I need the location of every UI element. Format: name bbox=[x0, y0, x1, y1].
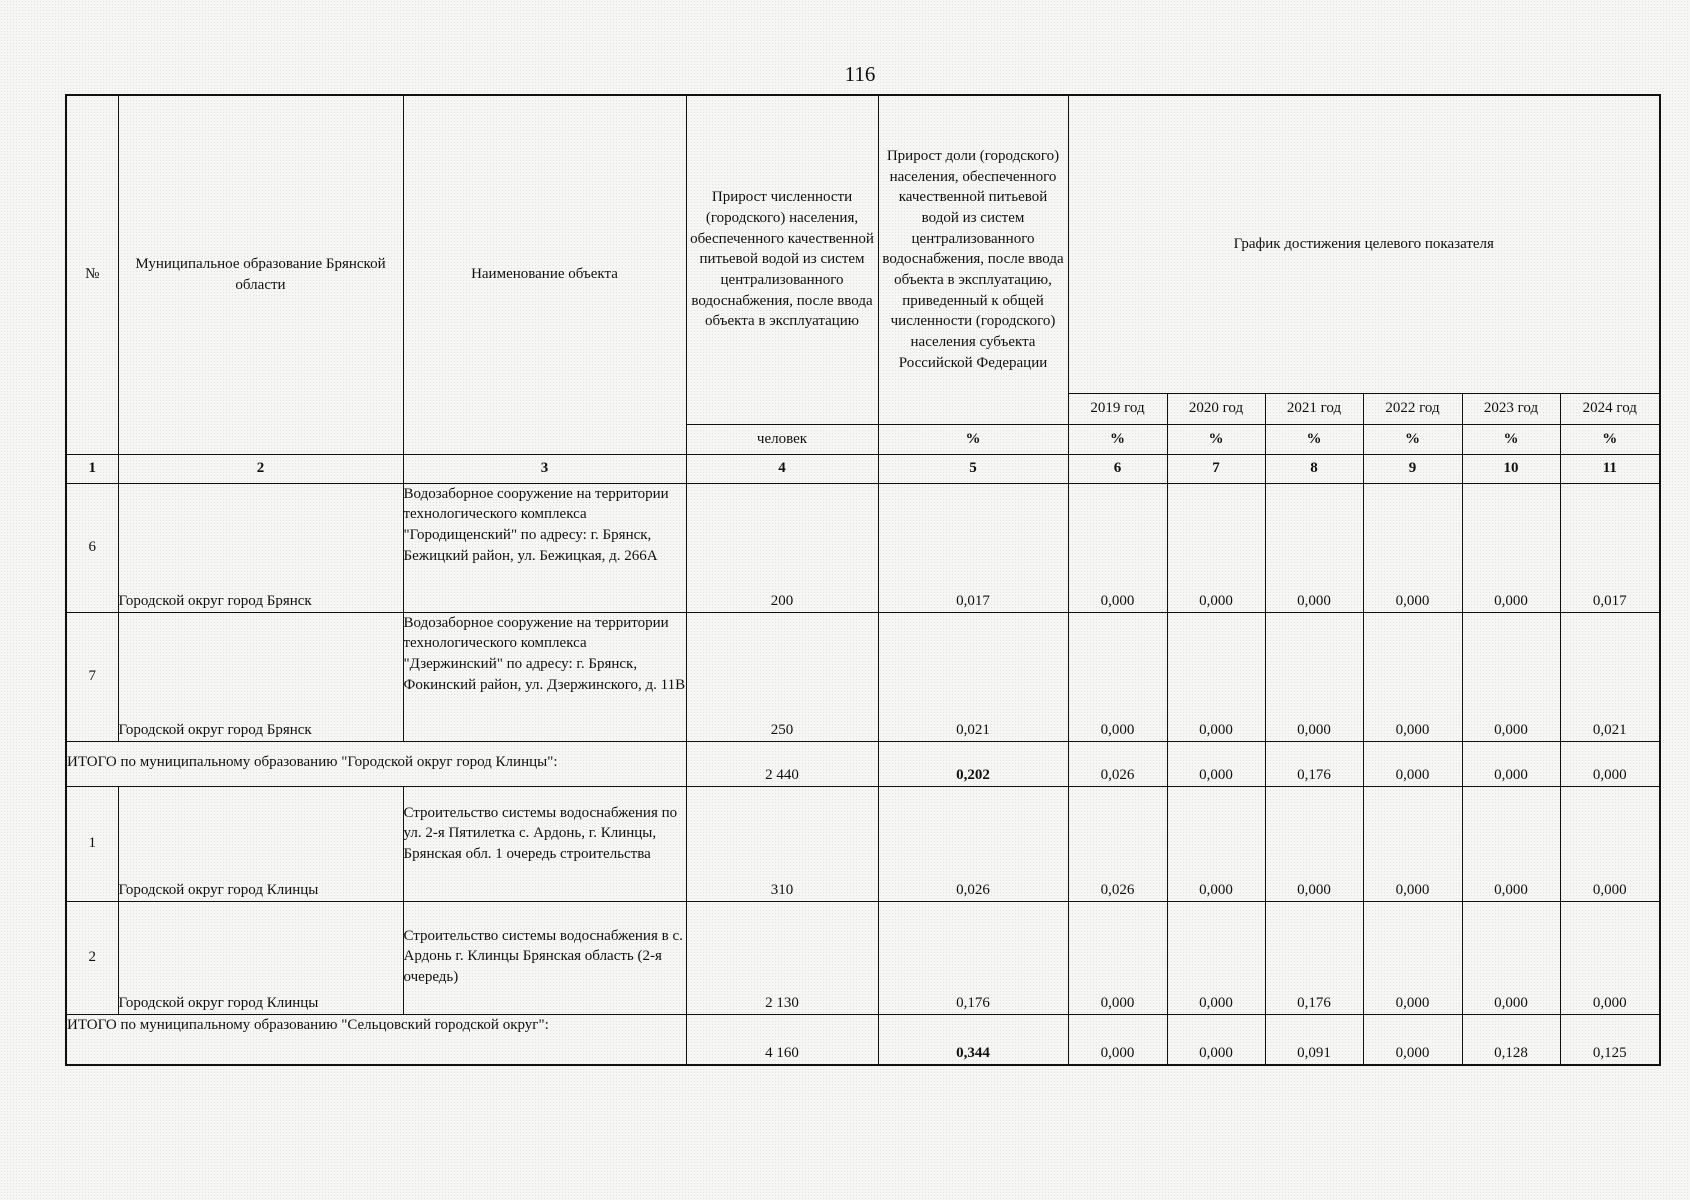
table-row bbox=[66, 612, 1660, 741]
row-share: 0,017 bbox=[878, 483, 1068, 612]
total-year-value: 0,125 bbox=[1560, 1014, 1660, 1065]
row-share: 0,021 bbox=[878, 612, 1068, 741]
total-year-value: 0,000 bbox=[1068, 1014, 1167, 1065]
column-number: 2 bbox=[118, 454, 403, 483]
page-number: 116 bbox=[844, 62, 876, 86]
row-year-value: 0,000 bbox=[1363, 483, 1462, 612]
row-year-value: 0,017 bbox=[1560, 483, 1660, 612]
unit-percent: % bbox=[1068, 424, 1167, 454]
row-no: 6 bbox=[66, 483, 118, 612]
total-year-value: 0,000 bbox=[1363, 741, 1462, 786]
header-no: № bbox=[66, 95, 118, 454]
unit-percent: % bbox=[1462, 424, 1560, 454]
row-year-value: 0,000 bbox=[1167, 483, 1265, 612]
row-no: 2 bbox=[66, 901, 118, 1014]
table-row bbox=[66, 901, 1660, 1014]
row-year-value: 0,000 bbox=[1167, 901, 1265, 1014]
column-number: 1 bbox=[66, 454, 118, 483]
row-no: 1 bbox=[66, 786, 118, 901]
unit-percent: % bbox=[1167, 424, 1265, 454]
row-year-value: 0,021 bbox=[1560, 612, 1660, 741]
header-object: Наименование объекта bbox=[403, 95, 686, 454]
row-year-value: 0,026 bbox=[1068, 786, 1167, 901]
total-year-value: 0,000 bbox=[1167, 1014, 1265, 1065]
column-number: 4 bbox=[686, 454, 878, 483]
row-year-value: 0,000 bbox=[1167, 786, 1265, 901]
row-count: 200 bbox=[686, 483, 878, 612]
row-count: 310 bbox=[686, 786, 878, 901]
header-year: 2024 год bbox=[1560, 393, 1660, 424]
header-growth-share: Прирост доли (городского) населения, обеспеченного качественной питьевой водой из систем централизованного водоснабжения, после ввода объекта в эксплуатацию, приведенный к общей численности (городского) населения субъекта Российской Федерации bbox=[878, 95, 1068, 424]
target-indicator-table bbox=[65, 94, 1661, 1066]
row-year-value: 0,000 bbox=[1068, 901, 1167, 1014]
column-number: 7 bbox=[1167, 454, 1265, 483]
row-object: Строительство системы водоснабжения в с. Ардонь г. Клинцы Брянская область (2-я очередь) bbox=[403, 901, 686, 1014]
header-year: 2020 год bbox=[1167, 393, 1265, 424]
total-year-value: 0,176 bbox=[1265, 741, 1363, 786]
row-year-value: 0,000 bbox=[1462, 483, 1560, 612]
table-row bbox=[66, 786, 1660, 901]
unit-percent: % bbox=[1265, 424, 1363, 454]
unit-percent: % bbox=[878, 424, 1068, 454]
row-municipality: Городской округ город Брянск bbox=[118, 483, 403, 612]
column-number: 9 bbox=[1363, 454, 1462, 483]
row-year-value: 0,000 bbox=[1363, 901, 1462, 1014]
total-year-value: 0,000 bbox=[1363, 1014, 1462, 1065]
row-municipality: Городской округ город Клинцы bbox=[118, 901, 403, 1014]
total-year-value: 0,000 bbox=[1167, 741, 1265, 786]
header-year: 2019 год bbox=[1068, 393, 1167, 424]
column-number: 5 bbox=[878, 454, 1068, 483]
total-year-value: 0,000 bbox=[1560, 741, 1660, 786]
column-number: 11 bbox=[1560, 454, 1660, 483]
header-year: 2022 год bbox=[1363, 393, 1462, 424]
row-municipality: Городской округ город Брянск bbox=[118, 612, 403, 741]
row-year-value: 0,000 bbox=[1560, 901, 1660, 1014]
total-year-value: 0,091 bbox=[1265, 1014, 1363, 1065]
row-year-value: 0,000 bbox=[1265, 786, 1363, 901]
total-row bbox=[66, 1014, 1660, 1065]
row-share: 0,026 bbox=[878, 786, 1068, 901]
unit-percent: % bbox=[1560, 424, 1660, 454]
row-year-value: 0,000 bbox=[1167, 612, 1265, 741]
column-number: 6 bbox=[1068, 454, 1167, 483]
header-year: 2021 год bbox=[1265, 393, 1363, 424]
column-number: 10 bbox=[1462, 454, 1560, 483]
row-share: 0,176 bbox=[878, 901, 1068, 1014]
total-year-value: 0,128 bbox=[1462, 1014, 1560, 1065]
total-row bbox=[66, 741, 1660, 786]
row-year-value: 0,000 bbox=[1265, 483, 1363, 612]
header-year: 2023 год bbox=[1462, 393, 1560, 424]
row-object: Водозаборное сооружение на территории технологического комплекса "Городищенский" по адресу: г. Брянск, Бежицкий район, ул. Бежицкая, д. 266А bbox=[403, 483, 686, 612]
total-year-value: 0,026 bbox=[1068, 741, 1167, 786]
row-year-value: 0,000 bbox=[1068, 612, 1167, 741]
row-municipality: Городской округ город Клинцы bbox=[118, 786, 403, 901]
row-year-value: 0,000 bbox=[1560, 786, 1660, 901]
total-share: 0,202 bbox=[878, 741, 1068, 786]
row-year-value: 0,000 bbox=[1363, 786, 1462, 901]
total-label: ИТОГО по муниципальному образованию "Сельцовский городской округ": bbox=[66, 1014, 686, 1065]
total-count: 4 160 bbox=[686, 1014, 878, 1065]
row-count: 2 130 bbox=[686, 901, 878, 1014]
row-object: Водозаборное сооружение на территории технологического комплекса "Дзержинский" по адресу: г. Брянск, Фокинский район, ул. Дзержинского, д. 11В bbox=[403, 612, 686, 741]
row-year-value: 0,176 bbox=[1265, 901, 1363, 1014]
total-share: 0,344 bbox=[878, 1014, 1068, 1065]
row-year-value: 0,000 bbox=[1265, 612, 1363, 741]
total-year-value: 0,000 bbox=[1462, 741, 1560, 786]
header-municipality: Муниципальное образование Брянской области bbox=[118, 95, 403, 454]
header-schedule: График достижения целевого показателя bbox=[1068, 95, 1660, 393]
total-label: ИТОГО по муниципальному образованию "Городской округ город Клинцы": bbox=[66, 741, 686, 786]
unit-count: человек bbox=[686, 424, 878, 454]
row-year-value: 0,000 bbox=[1363, 612, 1462, 741]
row-year-value: 0,000 bbox=[1462, 901, 1560, 1014]
unit-percent: % bbox=[1363, 424, 1462, 454]
row-year-value: 0,000 bbox=[1462, 786, 1560, 901]
row-object: Строительство системы водоснабжения по ул. 2-я Пятилетка с. Ардонь, г. Клинцы, Брянская обл. 1 очередь строительства bbox=[403, 786, 686, 901]
row-year-value: 0,000 bbox=[1068, 483, 1167, 612]
row-no: 7 bbox=[66, 612, 118, 741]
total-count: 2 440 bbox=[686, 741, 878, 786]
column-number: 3 bbox=[403, 454, 686, 483]
row-count: 250 bbox=[686, 612, 878, 741]
header-growth-count: Прирост численности (городского) населения, обеспеченного качественной питьевой водой из систем централизованного водоснабжения, после ввода объекта в эксплуатацию bbox=[686, 95, 878, 424]
table-row bbox=[66, 483, 1660, 612]
column-number: 8 bbox=[1265, 454, 1363, 483]
row-year-value: 0,000 bbox=[1462, 612, 1560, 741]
